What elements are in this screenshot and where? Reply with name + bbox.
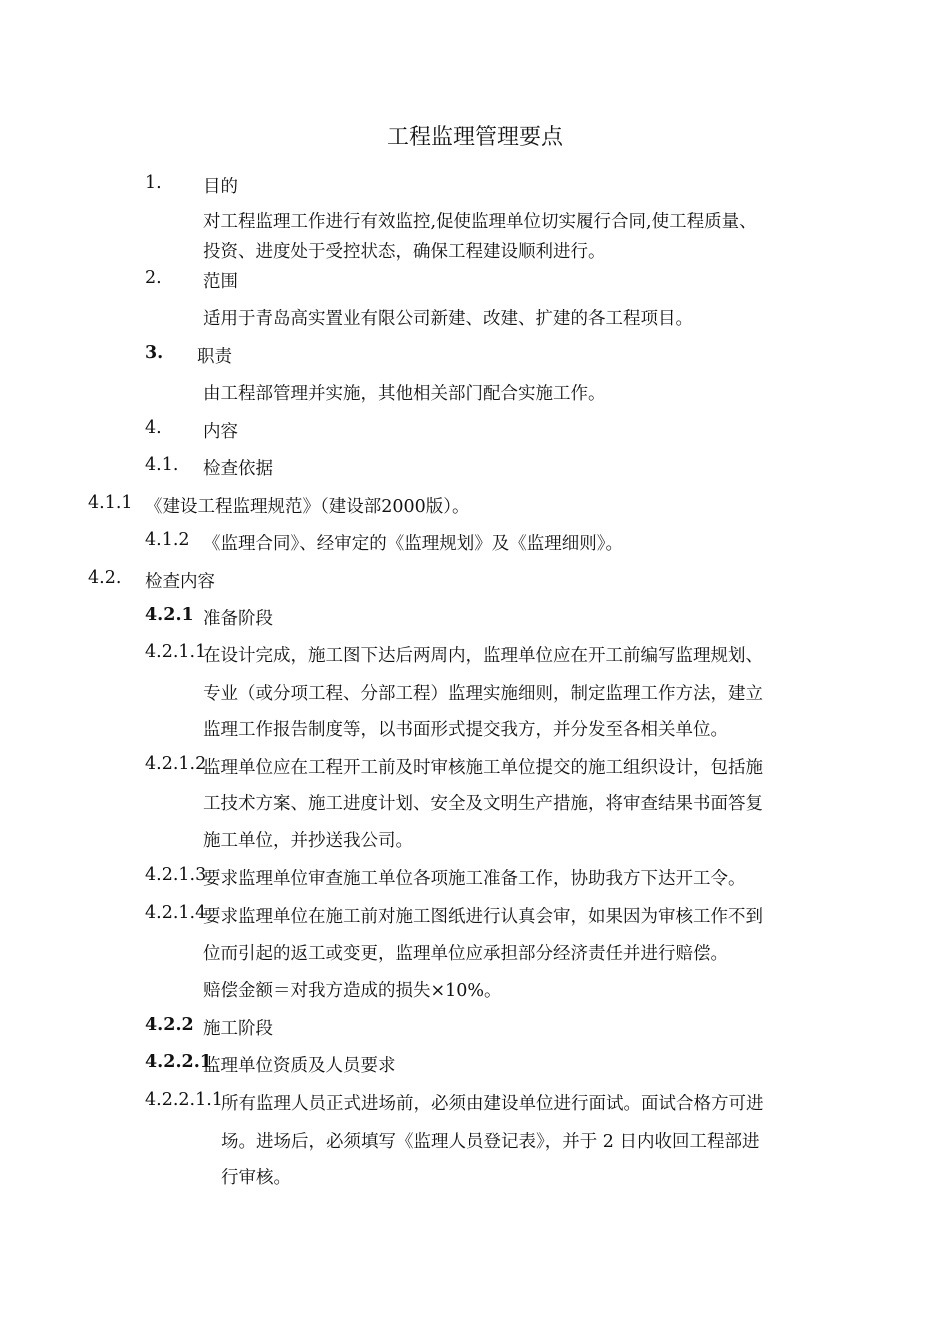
section-2-number: 2. <box>145 268 162 288</box>
section-3-number: 3. <box>145 343 164 363</box>
section-4-2-2-heading: 施工阶段 <box>203 1019 273 1039</box>
section-4-2-2-number: 4.2.2 <box>145 1015 194 1035</box>
section-4-2-1-4-text-line: 要求监理单位在施工前对施工图纸进行认真会审，如果因为审核工作不到 <box>203 907 763 927</box>
section-4-1-heading: 检查依据 <box>203 459 273 479</box>
section-4-heading: 内容 <box>203 422 238 442</box>
section-4-2-2-1-1-text-line: 行审核。 <box>221 1168 291 1188</box>
section-4-2-number: 4.2. <box>88 568 122 588</box>
section-4-2-1-heading: 准备阶段 <box>203 609 273 629</box>
section-4-number: 4. <box>145 418 162 438</box>
section-3-text: 由工程部管理并实施，其他相关部门配合实施工作。 <box>203 384 606 404</box>
section-1-number: 1. <box>145 173 162 193</box>
section-1-heading: 目的 <box>203 177 238 197</box>
section-4-2-1-number: 4.2.1 <box>145 605 194 625</box>
section-4-2-2-1-1-text-line: 场。进场后，必须填写《监理人员登记表》，并于 2 日内收回工程部进 <box>221 1132 760 1152</box>
section-4-2-1-4-text-line: 赔偿金额＝对我方造成的损失×10%。 <box>203 981 502 1001</box>
section-4-2-2-1-1-text-line: 所有监理人员正式进场前，必须由建设单位进行面试。面试合格方可进 <box>221 1094 764 1114</box>
section-3-heading: 职责 <box>197 347 232 367</box>
section-4-2-1-2-text-line: 工技术方案、施工进度计划、安全及文明生产措施，将审查结果书面答复 <box>203 794 763 814</box>
section-4-1-2-number: 4.1.2 <box>145 530 190 550</box>
section-4-2-1-4-number: 4.2.1.4 <box>145 903 207 923</box>
section-4-2-1-2-number: 4.2.1.2 <box>145 754 207 774</box>
section-4-2-2-1-heading: 监理单位资质及人员要求 <box>203 1056 396 1076</box>
page-title: 工程监理管理要点 <box>386 125 563 150</box>
section-4-1-2-text: 《监理合同》、经审定的《监理规划》及《监理细则》。 <box>203 534 623 554</box>
section-4-2-1-2-text-line: 监理单位应在工程开工前及时审核施工单位提交的施工组织设计，包括施 <box>203 758 763 778</box>
section-4-2-1-1-text-line: 专业（或分项工程、分部工程）监理实施细则，制定监理工作方法，建立 <box>203 684 763 704</box>
section-4-2-2-1-1-number: 4.2.2.1.1 <box>145 1090 223 1110</box>
section-4-2-heading: 检查内容 <box>145 572 215 592</box>
section-4-2-1-1-number: 4.2.1.1 <box>145 642 207 662</box>
section-4-2-1-3-number: 4.2.1.3 <box>145 865 207 885</box>
section-4-2-2-1-number: 4.2.2.1 <box>145 1052 212 1072</box>
section-2-text: 适用于青岛高实置业有限公司新建、改建、扩建的各工程项目。 <box>203 309 693 329</box>
section-4-2-1-2-text-line: 施工单位，并抄送我公司。 <box>203 831 413 851</box>
section-4-2-1-3-text: 要求监理单位审查施工单位各项施工准备工作，协助我方下达开工令。 <box>203 869 746 889</box>
section-4-2-1-1-text-line: 在设计完成，施工图下达后两周内，监理单位应在开工前编写监理规划、 <box>203 646 763 666</box>
section-4-1-1-text: 《建设工程监理规范》（建设部2000版）。 <box>145 497 470 517</box>
section-1-text-line: 对工程监理工作进行有效监控,促使监理单位切实履行合同,使工程质量、 <box>203 212 757 232</box>
section-4-1-number: 4.1. <box>145 455 179 475</box>
section-4-2-1-4-text-line: 位而引起的返工或变更，监理单位应承担部分经济责任并进行赔偿。 <box>203 944 728 964</box>
section-4-2-1-1-text-line: 监理工作报告制度等，以书面形式提交我方，并分发至各相关单位。 <box>203 720 728 740</box>
section-2-heading: 范围 <box>203 272 238 292</box>
section-1-text-line: 投资、进度处于受控状态，确保工程建设顺利进行。 <box>203 242 606 262</box>
section-4-1-1-number: 4.1.1 <box>88 493 133 513</box>
